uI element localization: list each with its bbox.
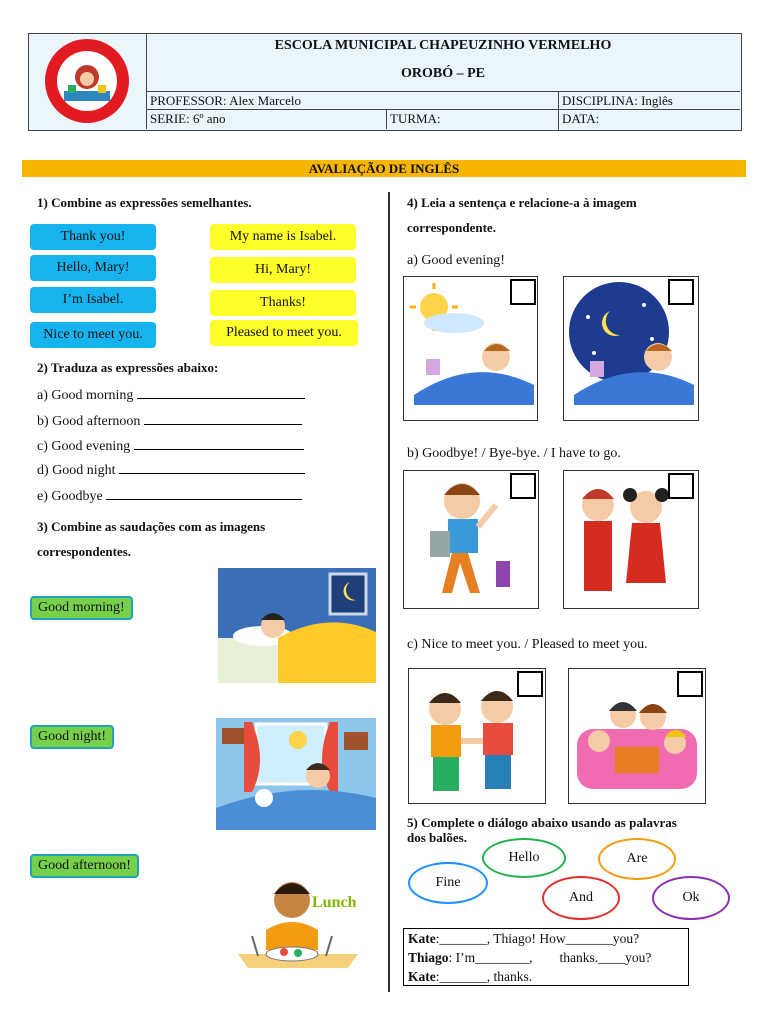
q4b-image-greeting[interactable] (563, 470, 699, 609)
dialog-line-3 (408, 967, 684, 986)
q4a-checkbox-2[interactable] (668, 279, 694, 305)
q4c-image-handshake[interactable] (408, 668, 546, 804)
speaker-kate: Kate (408, 969, 436, 984)
school-city: OROBÓ – PE (400, 66, 485, 81)
turma-field: TURMA: (390, 111, 441, 126)
q4-title-1: 4) Leia a sentença e relacione-a à imagem (407, 195, 637, 210)
dialog-box[interactable] (403, 928, 689, 986)
q4a-checkbox-1[interactable] (510, 279, 536, 305)
school-logo-icon (28, 33, 146, 129)
exam-banner: AVALIAÇÃO DE INGLÊS (22, 160, 746, 177)
q4a-image-night[interactable] (563, 276, 699, 421)
bubble-and: And (542, 876, 620, 920)
professor-field: PROFESSOR: Alex Marcelo (150, 93, 301, 108)
serie-field: SERIE: 6º ano (150, 111, 226, 126)
q4-b-label: b) Goodbye! / Bye-bye. / I have to go. (407, 446, 621, 461)
q3-label-night[interactable]: Good night! (30, 725, 114, 749)
q3-label-afternoon[interactable]: Good afternoon! (30, 854, 139, 878)
q4c-checkbox-1[interactable] (517, 671, 543, 697)
dialog-text: :_______, thanks. (435, 969, 533, 984)
q2-item-b[interactable] (37, 410, 302, 430)
q1-right-3[interactable]: Thanks! (210, 290, 356, 316)
q2-item-label: a) Good morning (37, 388, 134, 403)
bubble-are: Are (598, 838, 676, 880)
q1-left-2[interactable]: Hello, Mary! (30, 255, 156, 281)
q3-title-1: 3) Combine as saudações com as imagens (37, 519, 266, 534)
q5-title-2: dos balões. (407, 830, 467, 845)
q4-title-2: correspondente. (407, 220, 496, 235)
q4-c-label: c) Nice to meet you. / Pleased to meet you. (407, 637, 648, 652)
q2-item-label: e) Goodbye (37, 489, 103, 504)
q2-item-d[interactable] (37, 459, 305, 479)
q1-left-3[interactable]: I’m Isabel. (30, 287, 156, 313)
q4b-checkbox-1[interactable] (510, 473, 536, 499)
school-name: ESCOLA MUNICIPAL CHAPEUZINHO VERMELHO (274, 38, 612, 53)
dialog-line-2 (408, 948, 684, 967)
q2-item-label: c) Good evening (37, 439, 131, 454)
dialog-line-1 (408, 929, 684, 948)
bubble-hello: Hello (482, 838, 566, 878)
bubble-ok: Ok (652, 876, 730, 920)
header-row-serie (146, 109, 740, 126)
q1-right-4[interactable]: Pleased to meet you. (210, 320, 358, 346)
bubble-fine: Fine (408, 862, 488, 904)
q2-title: 2) Traduza as expressões abaixo: (37, 360, 219, 375)
q4c-checkbox-2[interactable] (677, 671, 703, 697)
q2-item-e[interactable] (37, 485, 302, 505)
lunch-caption: Lunch (312, 894, 357, 911)
lunch-boy-icon (218, 870, 376, 982)
q4c-image-family[interactable] (568, 668, 706, 804)
q4a-image-day[interactable] (403, 276, 538, 421)
q5-title-1: 5) Complete o diálogo abaixo usando as palavras (407, 815, 677, 830)
column-divider (388, 192, 390, 992)
q1-right-2[interactable]: Hi, Mary! (210, 257, 356, 283)
waking-boy-icon (216, 718, 376, 830)
q3-label-morning[interactable]: Good morning! (30, 596, 133, 620)
speaker-thiago: Thiago (408, 950, 449, 965)
q3-image-night-sleep[interactable] (218, 568, 376, 683)
dialog-text: :_______, Thiago! How_______you? (435, 931, 640, 946)
q1-left-4[interactable]: Nice to meet you. (30, 322, 156, 348)
q4-a-label: a) Good evening! (407, 253, 505, 268)
q1-title: 1) Combine as expressões semelhantes. (37, 195, 252, 210)
q2-item-label: b) Good afternoon (37, 414, 141, 429)
q3-image-afternoon-lunch[interactable] (218, 870, 376, 982)
speaker-kate: Kate (408, 931, 436, 946)
data-field: DATA: (562, 111, 600, 126)
q4b-checkbox-2[interactable] (668, 473, 694, 499)
logo-cell (28, 33, 147, 129)
q3-title-2: correspondentes. (37, 544, 132, 559)
sleeping-boy-icon (218, 568, 376, 683)
q2-item-a[interactable] (37, 384, 305, 404)
header-row-professor (146, 91, 740, 108)
q3-image-morning-wake[interactable] (216, 718, 376, 830)
q2-item-c[interactable] (37, 435, 304, 455)
disciplina-field: DISCIPLINA: Inglês (562, 93, 673, 108)
q1-right-1[interactable]: My name is Isabel. (210, 224, 356, 250)
q4b-image-goodbye[interactable] (403, 470, 539, 609)
dialog-text: : I’m________, thanks.____you? (448, 950, 652, 965)
q2-item-label: d) Good night (37, 463, 116, 478)
q1-left-1[interactable]: Thank you! (30, 224, 156, 250)
